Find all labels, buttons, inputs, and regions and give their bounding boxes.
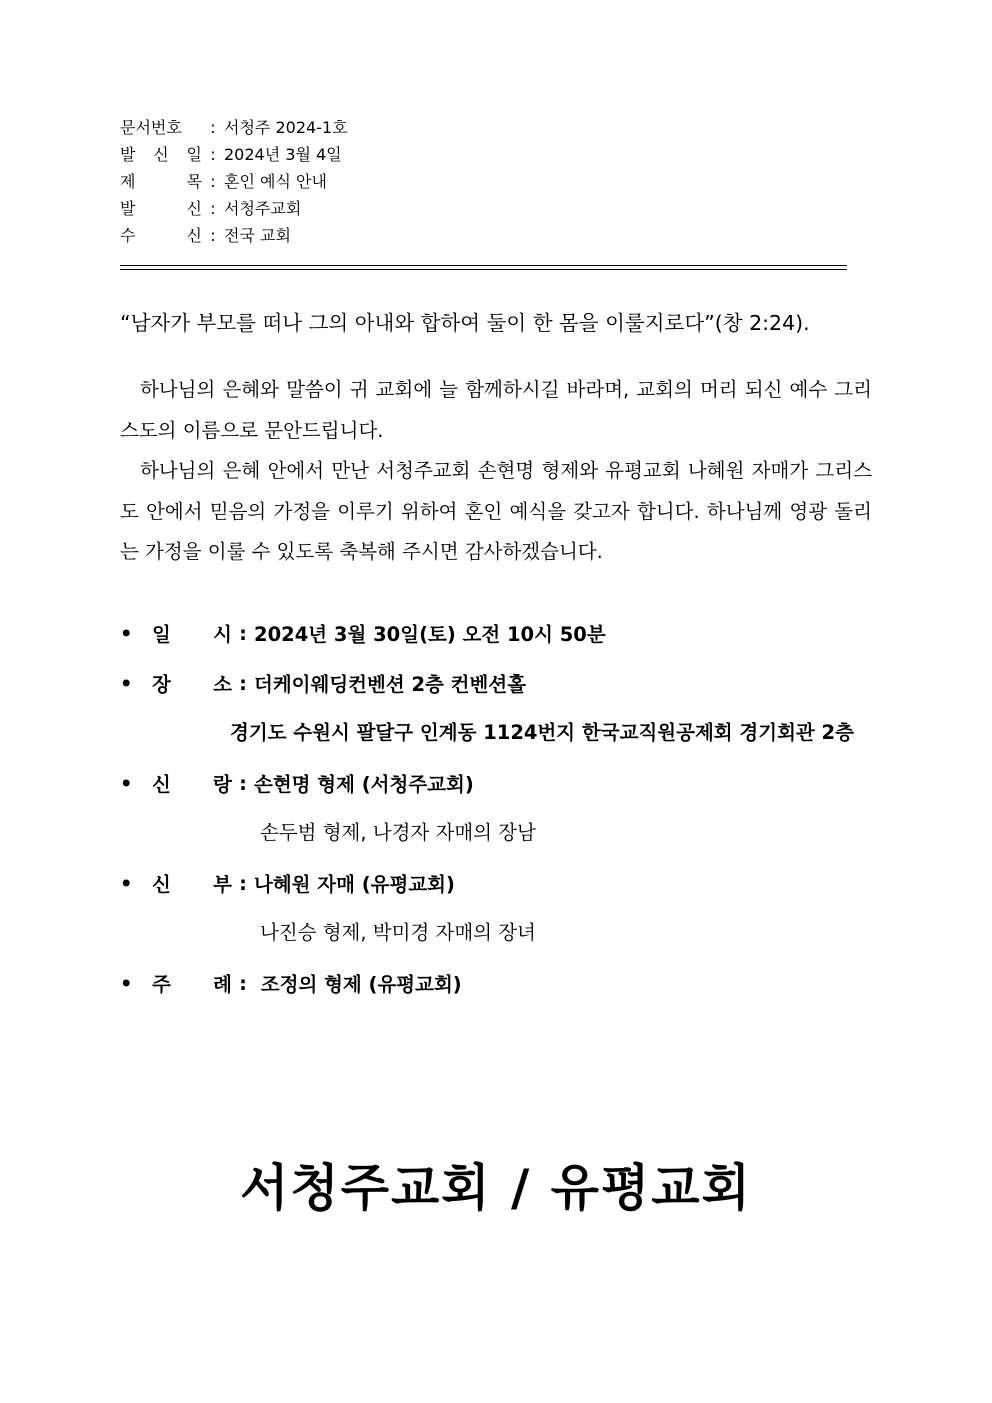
separator: : — [239, 671, 247, 695]
label-char: 신 — [152, 773, 171, 796]
groom-value: 손현명 형제 (서청주교회) — [254, 773, 474, 796]
info-officiant — [118, 958, 878, 1008]
sender-label — [120, 195, 202, 222]
subject-label — [120, 168, 202, 195]
separator: : — [239, 971, 247, 995]
sender-value: 서청주교회 — [224, 199, 302, 218]
separator: : — [239, 621, 247, 645]
datetime-label — [152, 619, 232, 647]
groom-parents: 손두범 형제, 나경자 자매의 장남 — [260, 821, 536, 844]
doc-number-label — [120, 114, 202, 141]
groom-label — [152, 769, 232, 797]
bullet-icon: • — [120, 671, 133, 695]
label-char: 시 — [213, 623, 232, 646]
announcement-paragraph: 하나님의 은혜 안에서 만난 서청주교회 손현명 형제와 유평교회 나혜원 자매가 그리스도 안에서 믿음의 가정을 이루기 위하여 혼인 예식을 갖고자 합니다. 하나님께 영광 돌리는 가정을 이룰 수 있도록 축복해 주시면 감사하겠습니다. — [120, 459, 872, 563]
label-char: 장 — [152, 673, 171, 696]
label-char: 신 — [152, 873, 171, 896]
separator: : — [210, 145, 216, 164]
bullet-icon: • — [120, 971, 133, 995]
datetime-value: 2024년 3월 30일(토) 오전 10시 50분 — [254, 623, 606, 646]
sender-churches-footer: 서청주교회 / 유평교회 — [240, 1159, 752, 1217]
info-bride — [118, 858, 878, 908]
header-sender — [120, 195, 850, 222]
info-datetime — [118, 608, 878, 658]
header-send-date — [120, 141, 850, 168]
bride-value: 나혜원 자매 (유평교회) — [254, 873, 455, 896]
label-char: 랑 — [213, 773, 232, 796]
label-char: 신 — [153, 145, 169, 164]
label-char: 신 — [186, 199, 202, 218]
receiver-label — [120, 222, 202, 249]
officiant-value: 조정의 형제 (유평교회) — [254, 973, 462, 996]
greeting-paragraph: 하나님의 은혜와 말씀이 귀 교회에 늘 함께하시길 바라며, 교회의 머리 되신 예수 그리스도의 이름으로 문안드립니다. — [120, 378, 872, 442]
info-groom — [118, 758, 878, 808]
separator: : — [239, 771, 247, 795]
header-receiver — [120, 222, 850, 249]
send-date-label — [120, 141, 202, 168]
doc-number-label-text: 문서번호 — [120, 118, 182, 137]
bride-label — [152, 869, 232, 897]
subject-value: 혼인 예식 안내 — [224, 172, 327, 191]
doc-number-value: 서청주 2024-1호 — [224, 118, 348, 137]
label-char: 수 — [120, 226, 136, 245]
header-subject — [120, 168, 850, 195]
label-char: 발 — [120, 199, 136, 218]
info-place — [118, 658, 878, 708]
label-char: 발 — [120, 145, 136, 164]
separator: : — [210, 226, 216, 245]
bullet-icon: • — [120, 871, 133, 895]
send-date-value: 2024년 3월 4일 — [224, 145, 342, 164]
label-char: 일 — [152, 623, 171, 646]
bullet-icon: • — [120, 621, 133, 645]
place-address: 경기도 수원시 팔달구 인계동 1124번지 한국교직원공제회 경기회관 2층 — [230, 721, 854, 744]
place-value: 더케이웨딩컨벤션 2층 컨벤션홀 — [254, 673, 527, 696]
place-label — [152, 669, 232, 697]
bullet-icon: • — [120, 771, 133, 795]
separator: : — [210, 172, 216, 191]
officiant-label — [152, 969, 232, 997]
label-char: 주 — [152, 973, 171, 996]
label-char: 일 — [186, 145, 202, 164]
bride-parents: 나진승 형제, 박미경 자매의 장녀 — [260, 921, 536, 944]
wedding-info — [118, 608, 878, 1008]
label-char: 목 — [186, 172, 202, 191]
header-doc-number — [120, 114, 850, 141]
separator: : — [210, 199, 216, 218]
label-char: 례 — [213, 973, 232, 996]
label-char: 소 — [213, 673, 232, 696]
scripture-quote: “남자가 부모를 떠나 그의 아내와 합하여 둘이 한 몸을 이룰지로다”(창 2:24). — [120, 311, 810, 335]
separator: : — [210, 118, 216, 137]
label-char: 신 — [186, 226, 202, 245]
header-divider — [120, 265, 847, 270]
body-text — [120, 370, 872, 573]
label-char: 제 — [120, 172, 136, 191]
document-header — [120, 114, 850, 249]
receiver-value: 전국 교회 — [224, 226, 291, 245]
label-char: 부 — [213, 873, 232, 896]
separator: : — [239, 871, 247, 895]
